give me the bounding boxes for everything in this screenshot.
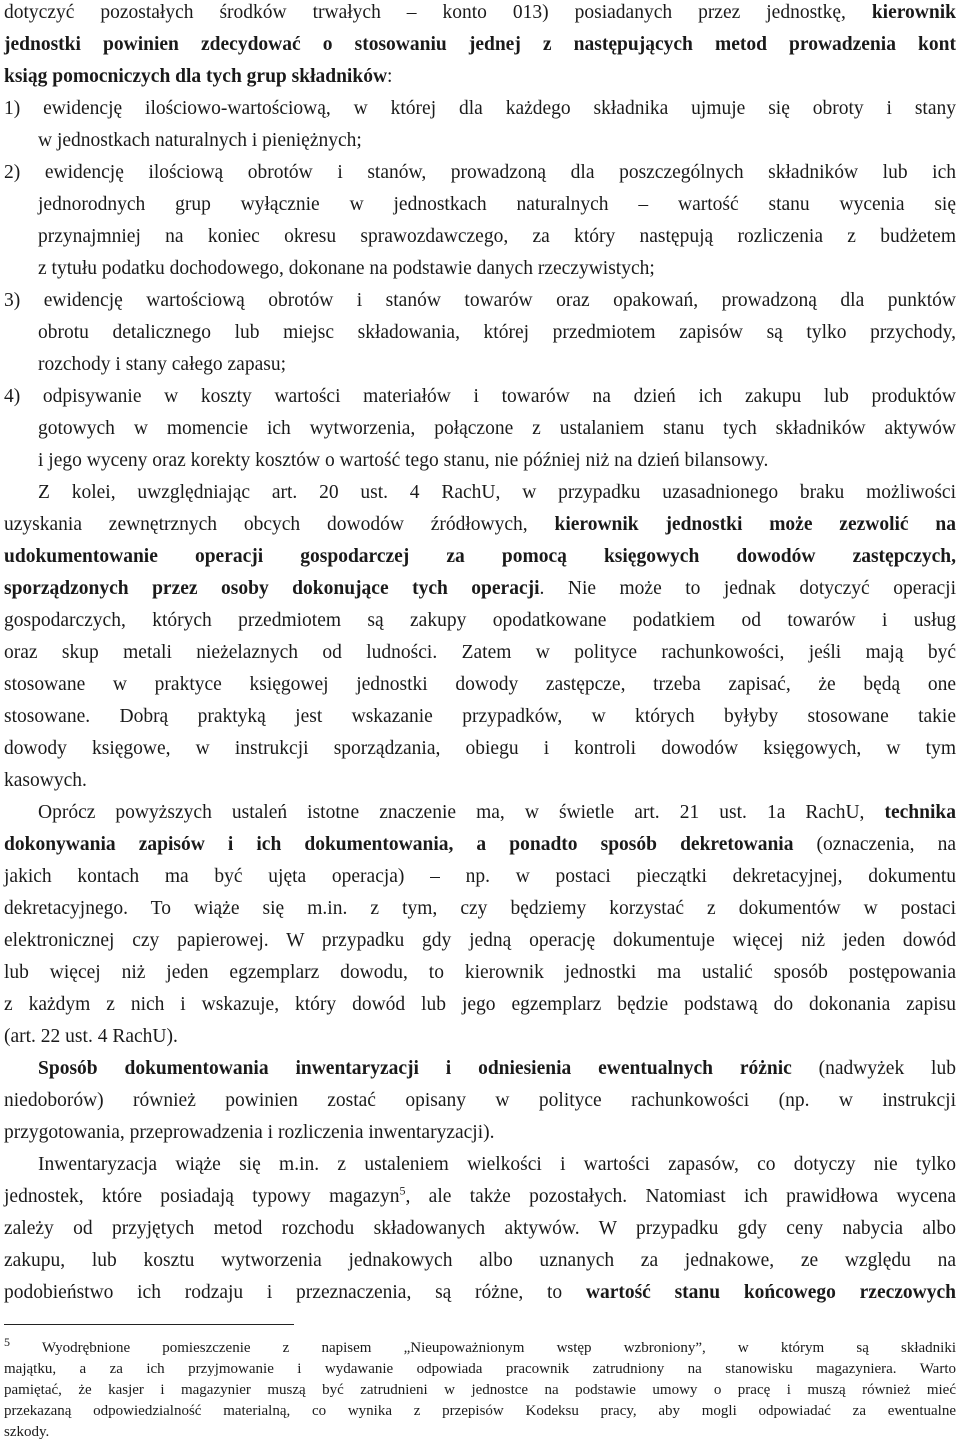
list-item-cont <box>38 224 956 250</box>
text-run: Wyodrębnione pomieszczenie z napisem „Nieupoważnionym wstęp wzbroniony”, w którym są składniki <box>10 1340 956 1356</box>
text-run: rozchody i stany całego zapasu; <box>38 354 286 375</box>
bold-run: Sposób dokumentowania inwentaryzacji i odniesienia ewentualnych różnic <box>38 1058 792 1079</box>
text-run: elektronicznej czy papierowej. W przypadku gdy jedną operację dokumentuje więcej niż jeden dowód <box>4 930 956 951</box>
text-run: pamiętać, że kasjer i magazynier muszą być zatrudnieni w jednostce na podstawie umowy o pracę i muszą również mieć <box>4 1382 956 1398</box>
list-item-cont <box>38 352 956 378</box>
footnote-line <box>4 1422 956 1442</box>
body-line <box>4 928 956 954</box>
text-run: przygotowania, przeprowadzenia i rozliczenia inwentaryzacji). <box>4 1122 495 1143</box>
bold-run: ksiąg pomocniczych dla tych grup składników <box>4 66 388 87</box>
text-run: Oprócz powyższych ustaleń istotne znaczenie ma, w świetle art. 21 ust. 1a RachU, <box>38 802 885 823</box>
paragraph-first-line <box>38 1056 956 1082</box>
bold-run: sporządzonych przez osoby dokonujące tych operacji <box>4 578 540 599</box>
body-line <box>4 896 956 922</box>
body-line <box>4 1184 956 1210</box>
bold-run: technika <box>884 802 956 823</box>
footnote-line <box>4 1335 956 1358</box>
body-line <box>4 672 956 698</box>
list-item-cont <box>38 448 956 474</box>
body-line <box>4 1120 956 1146</box>
body-line <box>4 544 956 570</box>
body-line <box>4 1216 956 1242</box>
text-run: gospodarczych, których przedmiotem są zakupy opodatkowane podatkiem od towarów i usług <box>4 610 956 631</box>
body-line <box>4 864 956 890</box>
body-line <box>4 1280 956 1306</box>
body-line <box>4 1088 956 1114</box>
text-run: Z kolei, uwzględniając art. 20 ust. 4 RachU, w przypadku uzasadnionego braku możliwości <box>38 482 956 503</box>
bold-run: wartość stanu końcowego rzeczowych <box>585 1282 956 1303</box>
text-run: kasowych. <box>4 770 87 791</box>
text-run: 4) odpisywanie w koszty wartości materiałów i towarów na dzień ich zakupu lub produktów <box>4 386 956 407</box>
text-run: (art. 22 ust. 4 RachU). <box>4 1026 178 1047</box>
body-line <box>4 0 956 26</box>
text-run: obrotu detalicznego lub miejsc składowania, której przedmiotem zapisów są tylko przychody, <box>38 322 956 343</box>
list-item-cont <box>38 416 956 442</box>
text-run: dotyczyć pozostałych środków trwałych – konto 013) posiadanych przez jednostkę, <box>4 2 872 23</box>
text-run: stosowane. Dobrą praktyką jest wskazanie przypadków, w których byłyby stosowane takie <box>4 706 956 727</box>
footnote-line <box>4 1380 956 1400</box>
text-run: uzyskania zewnętrznych obcych dowodów źródłowych, <box>4 514 555 535</box>
bold-run: dokonywania zapisów i ich dokumentowania, a ponadto sposób dekretowania <box>4 834 794 855</box>
body-line <box>4 1248 956 1274</box>
text-run: 1) ewidencję ilościowo-wartościową, w której dla każdego składnika ujmuje się obroty i stany <box>4 98 956 119</box>
footnote-number: 5 <box>4 1335 10 1349</box>
list-item <box>4 384 956 410</box>
body-line <box>4 512 956 538</box>
text-run: szkody. <box>4 1424 50 1440</box>
footnote-line <box>4 1359 956 1379</box>
text-run: zakupu, lub kosztu wytworzenia jednakowych albo uznanych za jednakowe, ze względu na <box>4 1250 956 1271</box>
text-run: 3) ewidencję wartościową obrotów i stanów towarów oraz opakowań, prowadzoną dla punktów <box>4 290 956 311</box>
footnote-ref[interactable]: 5 <box>399 1183 406 1198</box>
body-line <box>4 32 956 58</box>
body-line <box>4 64 956 90</box>
paragraph-first-line <box>38 800 956 826</box>
list-item <box>4 160 956 186</box>
list-item-cont <box>38 256 956 282</box>
text-run: , ale także pozostałych. Natomiast ich prawidłowa wycena <box>405 1186 957 1207</box>
text-run: (nadwyżek lub <box>791 1058 956 1079</box>
list-item-cont <box>38 320 956 346</box>
text-run: z tytułu podatku dochodowego, dokonane na podstawie danych rzeczywistych; <box>38 258 655 279</box>
body-line <box>4 832 956 858</box>
text-run: z każdym z nich i wskazuje, który dowód lub jego egzemplarz będzie podstawą do dokonania zapisu <box>4 994 956 1015</box>
text-run: niedoborów) również powinien zostać opisany w polityce rachunkowości (np. w instrukcji <box>4 1090 956 1111</box>
bold-run: udokumentowanie operacji gospodarczej za pomocą księgowych dowodów zastępczych, <box>4 546 956 567</box>
paragraph-first-line <box>38 480 956 506</box>
text-run: : <box>387 66 393 87</box>
body-line <box>4 704 956 730</box>
text-run: gotowych w momencie ich wytworzenia, połączone z ustalaniem stanu tych składników aktywów <box>38 418 956 439</box>
list-item <box>4 288 956 314</box>
text-run: dowody księgowe, w instrukcji sporządzania, obiegu i kontroli dowodów księgowych, w tym <box>4 738 956 759</box>
text-run: oraz skup metali nieżelaznych od ludności. Zatem w polityce rachunkowości, jeśli mają być <box>4 642 956 663</box>
text-run: w jednostkach naturalnych i pieniężnych; <box>38 130 362 151</box>
text-run: jednostek, które posiadają typowy magazyn <box>4 1186 400 1207</box>
paragraph-first-line <box>38 1152 956 1178</box>
list-item-cont <box>38 192 956 218</box>
text-run: lub więcej niż jeden egzemplarz dowodu, to kierownik jednostki ma ustalić sposób postępowania <box>4 962 956 983</box>
body-line <box>4 768 956 794</box>
bold-run: kierownik <box>871 2 956 23</box>
text-run: podobieństwo ich rodzaju i przeznaczenia, są różne, to <box>4 1282 586 1303</box>
body-line <box>4 992 956 1018</box>
body-line <box>4 640 956 666</box>
text-run: stosowane w praktyce księgowej jednostki dowody zastępcze, trzeba zapisać, że będą one <box>4 674 956 695</box>
body-line <box>4 736 956 762</box>
text-run: Inwentaryzacja wiąże się m.in. z ustaleniem wielkości i wartości zapasów, co dotyczy nie tylko <box>38 1154 956 1175</box>
text-run: przynajmniej na koniec okresu sprawozdawczego, za który następują rozliczenia z budżetem <box>38 226 956 247</box>
footnote-line <box>4 1401 956 1421</box>
footnote-separator <box>4 1324 294 1325</box>
bold-run: kierownik jednostki może zezwolić na <box>554 514 956 535</box>
text-run: zależy od przyjętych metod rozchodu składowanych aktywów. W przypadku gdy ceny nabycia albo <box>4 1218 956 1239</box>
bold-run: jednostki powinien zdecydować o stosowaniu jednej z następujących metod prowadzenia kont <box>4 34 956 55</box>
body-line <box>4 608 956 634</box>
text-run: majątku, a za ich przyjmowanie i wydawanie odpowiada pracownik zatrudniony na stanowisku magazyniera. Warto <box>4 1361 956 1377</box>
body-line <box>4 576 956 602</box>
body-line <box>4 960 956 986</box>
text-run: (oznaczenia, na <box>793 834 956 855</box>
list-item-cont <box>38 128 956 154</box>
body-line <box>4 1024 956 1050</box>
text-run: . Nie może to jednak dotyczyć operacji <box>539 578 956 599</box>
text-run: przekazaną odpowiedzialność materialną, co wynika z przepisów Kodeksu pracy, aby mogli odpowiadać za ewentualne <box>4 1403 956 1419</box>
text-run: 2) ewidencję ilościową obrotów i stanów, prowadzoną dla poszczególnych składników lub ich <box>4 162 956 183</box>
text-run: jednorodnych grup wyłącznie w jednostkach naturalnych – wartość stanu wycenia się <box>38 194 956 215</box>
text-run: jakich kontach ma być ujęta operacja) – np. w postaci pieczątki dekretacyjnej, dokumentu <box>4 866 956 887</box>
text-run: i jego wyceny oraz korekty kosztów o wartość tego stanu, nie później niż na dzień bilansowy. <box>38 450 769 471</box>
list-item <box>4 96 956 122</box>
text-run: dekretacyjnego. To wiąże się m.in. z tym, czy będziemy korzystać z dokumentów w postaci <box>4 898 956 919</box>
